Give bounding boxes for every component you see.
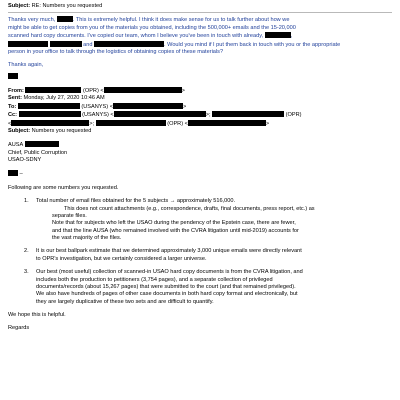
- redaction-block: [25, 141, 59, 147]
- recipient-office: USAO-SDNY: [8, 157, 42, 163]
- reply-text: . Would you mind if I put them back in touch with you or the appropriate: [164, 41, 341, 48]
- redaction-block: [11, 120, 89, 126]
- cc-value: >;: [205, 112, 211, 119]
- reply-body: [8, 16, 392, 81]
- reply-subject-line: [8, 3, 392, 10]
- redaction-block: [19, 111, 81, 117]
- redaction-block: [188, 120, 266, 126]
- redaction-block: [212, 111, 284, 117]
- reply-text: Thanks very much,: [8, 17, 56, 24]
- original-subject-value: Numbers you requested: [31, 127, 92, 134]
- numbered-item-1: 1. Total number of email files obtained for the 5 subjects → approximately 516,000. This does not count attachments (e.g., correspondence, drafts, final documents, press report, etc.) as separate files. Note that for subjects who left the USAO during the pendency of the Epstein case, there are fewer, and that the line AUSA (who remained involved with the CVRA litigation until mid-2019) accounts for the vast majority of the files.: [24, 198, 315, 241]
- redaction-block: [94, 41, 164, 47]
- redaction-block: [265, 32, 291, 38]
- cc-label: Cc:: [8, 112, 18, 119]
- reply-text: might be able to get copies from you of the materials you obtained, including the 500,000+ emails and the 15-20,000: [8, 24, 296, 31]
- to-value: >: [182, 103, 187, 110]
- from-value: >: [181, 88, 185, 94]
- redaction-block: [96, 120, 166, 126]
- reply-text: and: [83, 41, 93, 48]
- redaction-block: [57, 16, 73, 22]
- original-subject-label: Subject:: [8, 127, 31, 134]
- subject-label: Subject:: [8, 3, 31, 9]
- redaction-block: [18, 103, 80, 109]
- reply-text: ,: [290, 33, 293, 40]
- sent-label: Sent:: [8, 95, 22, 102]
- closing-text: We hope this is helpful.: [8, 312, 66, 318]
- to-value: (USANYS) <: [81, 103, 113, 110]
- intro-text: Following are some numbers you requested.: [8, 184, 119, 191]
- from-label: From:: [8, 88, 24, 94]
- message-body: [8, 141, 392, 333]
- header-divider: [8, 12, 392, 13]
- recipient-title: Chief, Public Corruption: [8, 149, 68, 156]
- redaction-block: [8, 41, 48, 47]
- reply-text: person in your office to talk through the logistics of obtaining copies of these materials?: [8, 48, 224, 55]
- cc-value: <: [8, 120, 12, 127]
- redaction-block: [8, 73, 18, 79]
- redaction-block: [8, 170, 18, 176]
- redaction-block: [104, 87, 182, 93]
- from-value: (OPR) <: [82, 88, 104, 94]
- sent-value: Monday, July 27, 2020 10:46 AM: [23, 95, 105, 102]
- redaction-block: [114, 111, 206, 117]
- to-label: To:: [8, 103, 17, 110]
- cc-value: >: [265, 120, 270, 127]
- subject-value: RE: Numbers you requested: [31, 3, 103, 9]
- cc-value: >;: [89, 120, 95, 127]
- cc-value: (OPR): [285, 112, 302, 119]
- redaction-block: [113, 103, 183, 109]
- reply-signoff: Thanks again,: [8, 62, 44, 69]
- salutation: AUSA: [8, 142, 23, 149]
- cc-value: (USANYS) <: [82, 112, 114, 119]
- reply-text: . This is extremely helpful. I think it does make sense for us to talk further about how we: [72, 17, 290, 24]
- original-header: [8, 87, 392, 135]
- redaction-block: [50, 41, 82, 47]
- numbered-item-3: 3. Our best (most useful) collection of scanned-in USAO hard copy documents is from the CVRA litigation, and includes both the production to petitioners (3,754 pages), and a separate collection of privileged documents/records (about 15,267 pages) that were submitted to the court (and that remained privileged). We also have hundreds of pages of other case documents in both hard copy format and electronically, but they are largely duplicative of these two sets and are difficult to quantify.: [24, 269, 303, 305]
- greeting-dash: –: [19, 171, 23, 178]
- reply-text: scanned hard copy documents. I've copied our team, whom I believe you've been in touch with already,: [8, 33, 264, 40]
- numbered-item-2: 2. It is our best ballpark estimate that we determined approximately 3,000 unique emails were directly relevant to OPR's investigation, but we certainly considered a larger universe.: [24, 248, 302, 262]
- cc-value: (OPR) <: [167, 120, 188, 127]
- redaction-block: [25, 87, 81, 93]
- regards-text: Regards: [8, 325, 30, 332]
